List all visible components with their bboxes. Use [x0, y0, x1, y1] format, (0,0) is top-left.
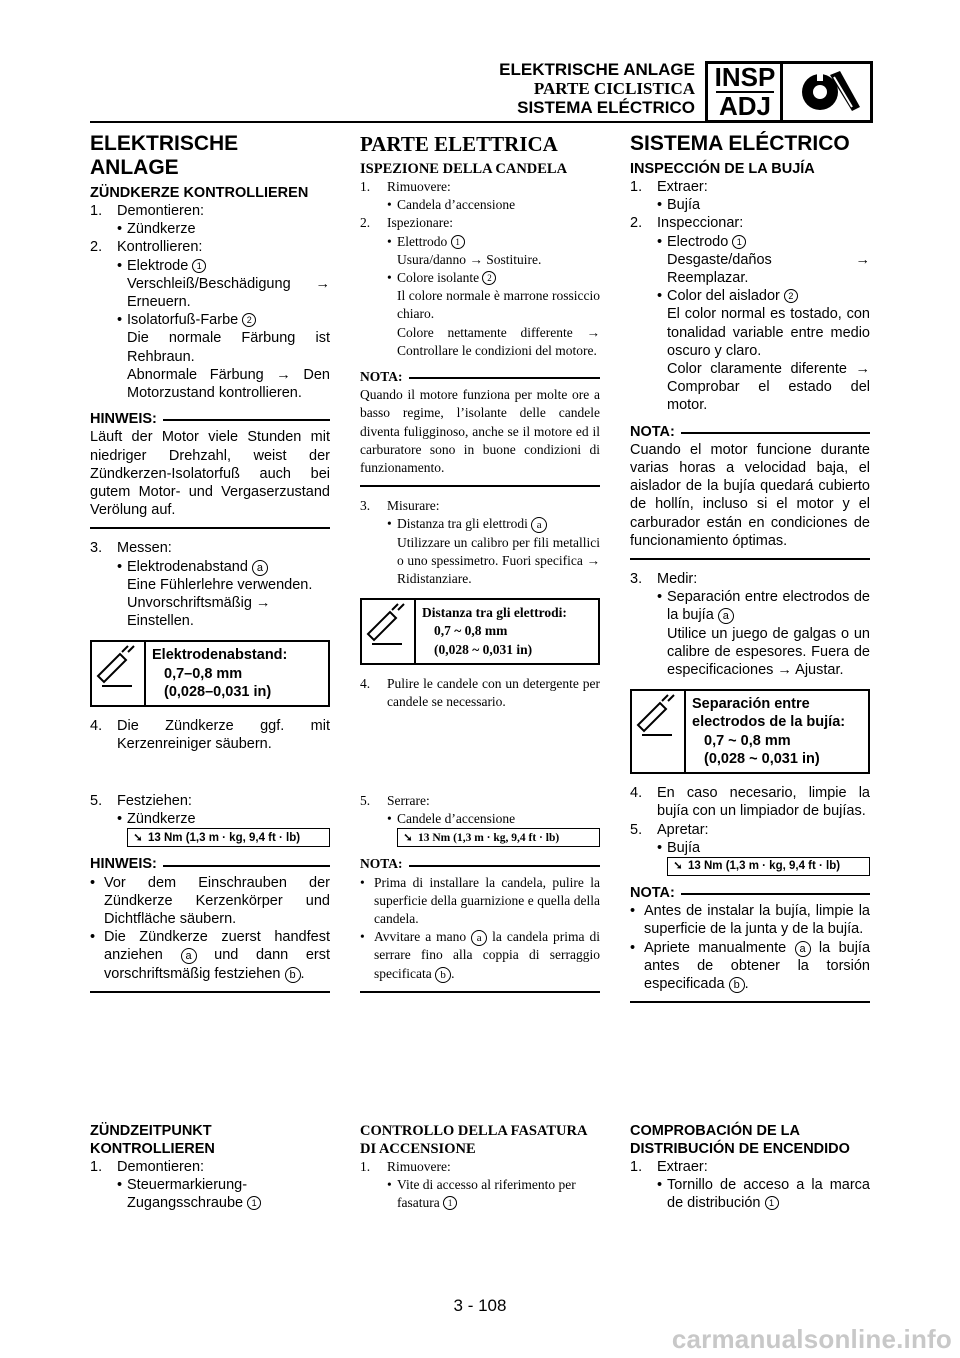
step-text: Extraer: [657, 1159, 708, 1175]
callout-1: 1 [732, 235, 746, 249]
callout-a: a [471, 930, 487, 946]
torque-spec: ➘ 13 Nm (1,3 m · kg, 9,4 ft · lb) [667, 857, 870, 876]
step-text: En caso necesario, limpie la bujía con un limpiador de bujías. [657, 785, 870, 820]
step-text: Festziehen: [117, 793, 192, 809]
bullet-text: Vite di accesso al riferimento per fasatura [397, 1177, 576, 1211]
page-number: 3 - 108 [453, 1296, 507, 1315]
spec-title: Separación entre [692, 696, 810, 713]
column-de-part3: ZÜNDZEITPUNKT KONTROLLIEREN 1. Demontieren: • Steuermarkierung-Zugangsschraube 1 [90, 1122, 330, 1213]
subsection-title: INSPECCIÓN DE LA BUJÍA [630, 161, 815, 177]
subsection-title: ZÜNDZEITPUNKT [90, 1123, 212, 1139]
callout-1: 1 [192, 259, 206, 273]
spec-title: Distanza tra gli elettrodi: [422, 605, 567, 621]
note-text: Die Zündkerze zuerst handfest anziehen [104, 929, 330, 964]
note-text: Apriete manualmente [644, 939, 787, 956]
bullet-text: Elettrodo [397, 233, 448, 249]
callout-a: a [252, 560, 268, 576]
section-title: SISTEMA ELÉCTRICO [630, 132, 850, 155]
note-header: NOTA: [360, 368, 600, 386]
step-text: Demontieren: [117, 1159, 205, 1175]
detail-text: Desgaste/daños → Reemplazar. [667, 251, 870, 287]
detail-text: Usura/danno → Sostituire. [397, 251, 542, 267]
subsection-title: ZÜNDKERZE KONTROLLIEREN [90, 185, 309, 201]
subsection-title: DISTRIBUCIÓN DE ENCENDIDO [630, 1141, 850, 1157]
watermark[interactable]: carmanualsonline.info [671, 1324, 952, 1354]
section-title: PARTE ELETTRICA [360, 132, 558, 156]
detail-text: Die normale Färbung ist Rehbraun. [127, 330, 330, 365]
torque-spec: ➘ 13 Nm (1,3 m · kg, 9,4 ft · lb) [397, 828, 600, 847]
step-text: Demontieren: [117, 203, 205, 219]
note-text: Antes de instalar la bujía, limpie la superficie de la junta y de la bujía. [644, 903, 870, 938]
column-it-part2: 5. Serrare: • Candele d’accensione ➘ 13 Nm (1,3 m · kg, 9,4 ft · lb) NOTA: • Prima di installare la candela, pulire la superficie della guarnizione e quella della candela. • Avvitare a mano a la candela prima di serrare fino alla coppia di serraggio specificata b . [360, 792, 600, 1003]
note-text: Quando il motore funziona per molte ore a basso regime, l’isolante delle candele diventa fuligginoso, anche se il motore ed il carburatore sono in buone condizioni di funzionamento. [360, 387, 600, 476]
spec-title: Elektrodenabstand: [152, 647, 288, 664]
callout-a: a [718, 608, 734, 624]
bullet-text: Elektrodenabstand [127, 558, 248, 575]
step-text: Medir: [657, 571, 698, 588]
bullet-text: Separación entre electrodos de la bujía [667, 589, 870, 624]
step-text: Messen: [117, 540, 172, 557]
adj-text: ADJ [718, 91, 771, 121]
detail-text: Utilizzare un calibro per fili metallici o uno spessimetro. Fuori specifica → Ridistanziare. [397, 534, 600, 587]
bullet-text: Candele d’accensione [397, 811, 516, 827]
detail-text: Utilice un juego de galgas o un calibre de espesores. Fuera de especificaciones → Ajustar. [667, 625, 870, 679]
step-text: Rimuovere: [387, 179, 451, 194]
bullet-text: Colore isolante [397, 270, 480, 286]
bullet-text: Electrodo [667, 233, 729, 250]
column-it-part3: CONTROLLO DELLA FASATURA DI ACCENSIONE 1. Rimuovere: • Vite di accesso al riferimento per fasatura 1 [360, 1122, 600, 1213]
spec-value: (0,028 ~ 0,031 in) [434, 641, 533, 657]
subsection-title: KONTROLLIEREN [90, 1141, 215, 1157]
note-text: Läuft der Motor viele Stunden mit niedriger Drehzahl, weist der Zündkerzen-Isolatorfuß auch bei gutem Motor- und Vergaserzustand Verölung auf. [90, 429, 330, 519]
bullet-text: Elektrode [127, 257, 189, 274]
insp-adj-label [710, 64, 783, 120]
spec-value: 0,7–0,8 mm [164, 665, 243, 682]
callout-1: 1 [451, 235, 465, 249]
note-text: Prima di installare la candela, pulire la superficie della guarnizione e quella della candela. [374, 874, 600, 927]
subsection-title: ISPEZIONE DELLA CANDELA [360, 161, 568, 177]
insp-adj-badge [705, 61, 873, 123]
callout-a: a [181, 948, 197, 964]
step-text: Die Zündkerze ggf. mit Kerzenreiniger säubern. [117, 718, 330, 753]
step-text: Pulire le candele con un detergente per candele se necessario. [387, 675, 600, 710]
torque-wrench-icon: ➘ [133, 831, 143, 844]
step-text: Rimuovere: [387, 1159, 451, 1174]
header-title-de: ELEKTRISCHE ANLAGE [499, 60, 695, 79]
detail-text: Il colore normale è marrone rossiccio chiaro. [397, 288, 600, 322]
step-text: Extraer: [657, 179, 708, 195]
subsection-title: COMPROBACIÓN DE LA [630, 1123, 800, 1139]
spec-value: 0,7 ~ 0,8 mm [704, 732, 791, 749]
bullet-text: Distanza tra gli elettrodi [397, 516, 528, 532]
column-es: SISTEMA ELÉCTRICO INSPECCIÓN DE LA BUJÍA 1. Extraer: • Bujía 2. Inspeccionar: • Electrodo 1 Desgaste/daños → Reemplazar. • Color del aislador 2 El color normal es tostado, con tonalidad variable entre medio oscuro y claro. Color claramente diferente → Comprobar el estado del motor. NOTA: Cuando el motor funcione durante varias horas a velocidad baja, el aislador de la bujía quedará cubierto de hollín, incluso si el motor y el carburador están en condiciones de funcionamiento óptimas. 3. Medir: • Separación entre electrodos de la bujía a Utilice un juego de galgas o un calibre de espesores. Fuera de especificaciones → Ajustar. Separación entre electrodos de la bujía: 0,7 ~ 0,8 mm (0,028 ~ 0,031 in) 4. En caso necesario, limpie la bujía con un limpiador de bujías. 5. Apretar: • Bujía ➘ 13 Nm (1,3 m · kg, 9,4 ft · lb) NOTA: • Antes de instalar la bujía, limpie la superficie de la junta y de la bujía. • Apriete manualmente a la bujía antes de obtener la torsión especificada b . [630, 132, 870, 1013]
detail-text: Abnormale Färbung → Den Motorzustand kontrollieren. [127, 366, 330, 402]
step-text: Inspeccionar: [657, 215, 744, 232]
bullet-text: Color del aislador [667, 288, 780, 305]
spec-value: (0,028 ~ 0,031 in) [704, 750, 820, 767]
column-es-part3: COMPROBACIÓN DE LA DISTRIBUCIÓN DE ENCENDIDO 1. Extraer: • Tornillo de acceso a la marca de distribución 1 [630, 1123, 870, 1212]
header-rule [90, 121, 870, 123]
bullet-text: Tornillo de acceso a la marca de distribución [667, 1177, 870, 1212]
spec-value: 0,7 ~ 0,8 mm [434, 623, 508, 639]
step-text: Ispezionare: [387, 215, 453, 231]
step-text: Misurare: [387, 498, 440, 514]
note-header: NOTA: [360, 855, 600, 873]
note-text: Avvitare a mano [374, 929, 467, 945]
detail-text: Eine Fühlerlehre verwenden. Unvorschriftsmäßig → Einstellen. [127, 576, 313, 630]
callout-b: b [285, 967, 301, 983]
callout-2: 2 [482, 271, 496, 285]
bullet-text: Zündkerze [127, 221, 196, 238]
column-de: ELEKTRISCHE ANLAGE ZÜNDKERZE KONTROLLIEREN 1. Demontieren: • Zündkerze 2. Kontrollieren: • Elektrode 1 Verschleiß/Beschädigung → Erneuern. • Isolatorfuß-Farbe 2 Die normale Färbung ist Rehbraun. Abnormale Färbung → Den Motorzustand kontrollieren. HINWEIS: Läuft der Motor viele Stunden mit niedriger Drehzahl, weist der Zündkerzen-Isolatorfuß auch bei gutem Motor- und Vergaserzustand Verölung auf. 3. Messen: • Elektrodenabstand a Eine Fühlerlehre verwenden. Unvorschriftsmäßig → Einstellen. Elektrodenabstand: 0,7–0,8 mm (0,028–0,031 in) 4. Die Zündkerze ggf. mit Kerzenreiniger säubern. [90, 132, 330, 753]
callout-a: a [795, 941, 811, 957]
step-text: Apretar: [657, 821, 709, 838]
detail-text: Color claramente diferente → Comprobar el estado del motor. [667, 361, 870, 414]
feeler-gauge-icon [92, 642, 140, 694]
note-text: Vor dem Einschrauben der Zündkerze Kerzenkörper und Dichtfläche säubern. [104, 874, 330, 928]
note-header: HINWEIS: [90, 410, 330, 428]
spec-box [630, 689, 870, 774]
callout-2: 2 [784, 289, 798, 303]
note-header: NOTA: [630, 423, 870, 441]
note-header: HINWEIS: [90, 855, 330, 873]
header-titles [420, 60, 695, 117]
insp-text: INSP [714, 62, 776, 92]
spec-box [90, 640, 330, 707]
torque-wrench-icon: ➘ [673, 860, 683, 873]
detail-text: El color normal es tostado, con tonalidad variable entre medio oscuro y claro. [667, 306, 870, 359]
note-text: la candela prima di serrare fino alla coppia di serraggio specificata [374, 929, 601, 981]
callout-1: 1 [247, 1196, 261, 1210]
callout-1: 1 [765, 1196, 779, 1210]
note-text: und dann erst vorschriftsmäßig festziehen [104, 947, 331, 982]
feeler-gauge-icon [362, 600, 410, 652]
bullet-text: Candela d’accensione [397, 197, 516, 213]
note-text: Cuando el motor funcione durante varias horas a velocidad baja, el aislador de la bujía quedará cubierto de hollín, incluso si el motor y el carburador están en condiciones de funcionamiento óptimas. [630, 441, 870, 549]
bullet-text: Steuermarkierung-Zugangsschraube [127, 1177, 248, 1212]
note-header: NOTA: [630, 884, 870, 902]
column-it: PARTE ELETTRICA ISPEZIONE DELLA CANDELA 1. Rimuovere: • Candela d’accensione 2. Ispezionare: • Elettrodo 1 Usura/danno → Sostituire. • Colore isolante 2 Il colore normale è marrone rossiccio chiaro. Colore nettamente differente → Controllare le condizioni del motore. NOTA: Quando il motore funziona per molte ore a basso regime, l’isolante delle candele diventa fuligginoso, anche se il motore ed il carburatore sono in buone condizioni di funzionamento. 3. Misurare: • Distanza tra gli elettrodi a Utilizzare un calibro per fili metallici o uno spessimetro. Fuori specifica → Ridistanziare. Distanza tra gli elettrodi: 0,7 ~ 0,8 mm (0,028 ~ 0,031 in) 4. Pulire le candele con un detergente per candele se necessario. [360, 132, 600, 711]
bullet-text: Isolatorfuß-Farbe [127, 312, 239, 329]
torque-wrench-icon: ➘ [403, 831, 413, 844]
step-text: Kontrollieren: [117, 239, 203, 256]
callout-b: b [729, 977, 745, 993]
bullet-text: Bujía [667, 197, 701, 214]
column-de-part2: 5. Festziehen: • Zündkerze ➘ 13 Nm (1,3 m · kg, 9,4 ft · lb) HINWEIS: • Vor dem Einschrauben der Zündkerze Kerzenkörper und Dichtfläche säubern. • Die Zündkerze zuerst handfest anziehen a und dann erst vorschriftsmäßig festziehen b . [90, 792, 330, 1003]
bullet-text: Zündkerze [127, 811, 196, 828]
header-title-es: SISTEMA ELÉCTRICO [517, 98, 695, 117]
wrench-gear-icon [790, 67, 866, 117]
note-text: la bujía antes de obtener la torsión especificada [644, 939, 871, 992]
subsection-title: DI ACCENSIONE [360, 1141, 476, 1157]
subsection-title: CONTROLLO DELLA FASATURA [360, 1123, 588, 1139]
torque-spec: ➘ 13 Nm (1,3 m · kg, 9,4 ft · lb) [127, 828, 330, 847]
callout-b: b [435, 967, 451, 983]
bullet-text: Bujía [667, 839, 701, 856]
spec-value: (0,028–0,031 in) [164, 683, 272, 700]
detail-text: Colore nettamente differente → Controllare le condizioni del motore. [397, 324, 600, 358]
callout-2: 2 [242, 313, 256, 327]
feeler-gauge-icon [632, 691, 680, 743]
step-text: Serrare: [387, 793, 430, 808]
callout-1: 1 [443, 1196, 457, 1210]
section-title: ELEKTRISCHE ANLAGE [90, 132, 239, 179]
spec-box [360, 598, 600, 665]
detail-text: Verschleiß/Beschädigung → Erneuern. [127, 275, 330, 311]
spec-title: electrodos de la bujía: [692, 714, 846, 731]
callout-a: a [531, 517, 547, 533]
header-title-it: PARTE CICLISTICA [533, 79, 695, 98]
